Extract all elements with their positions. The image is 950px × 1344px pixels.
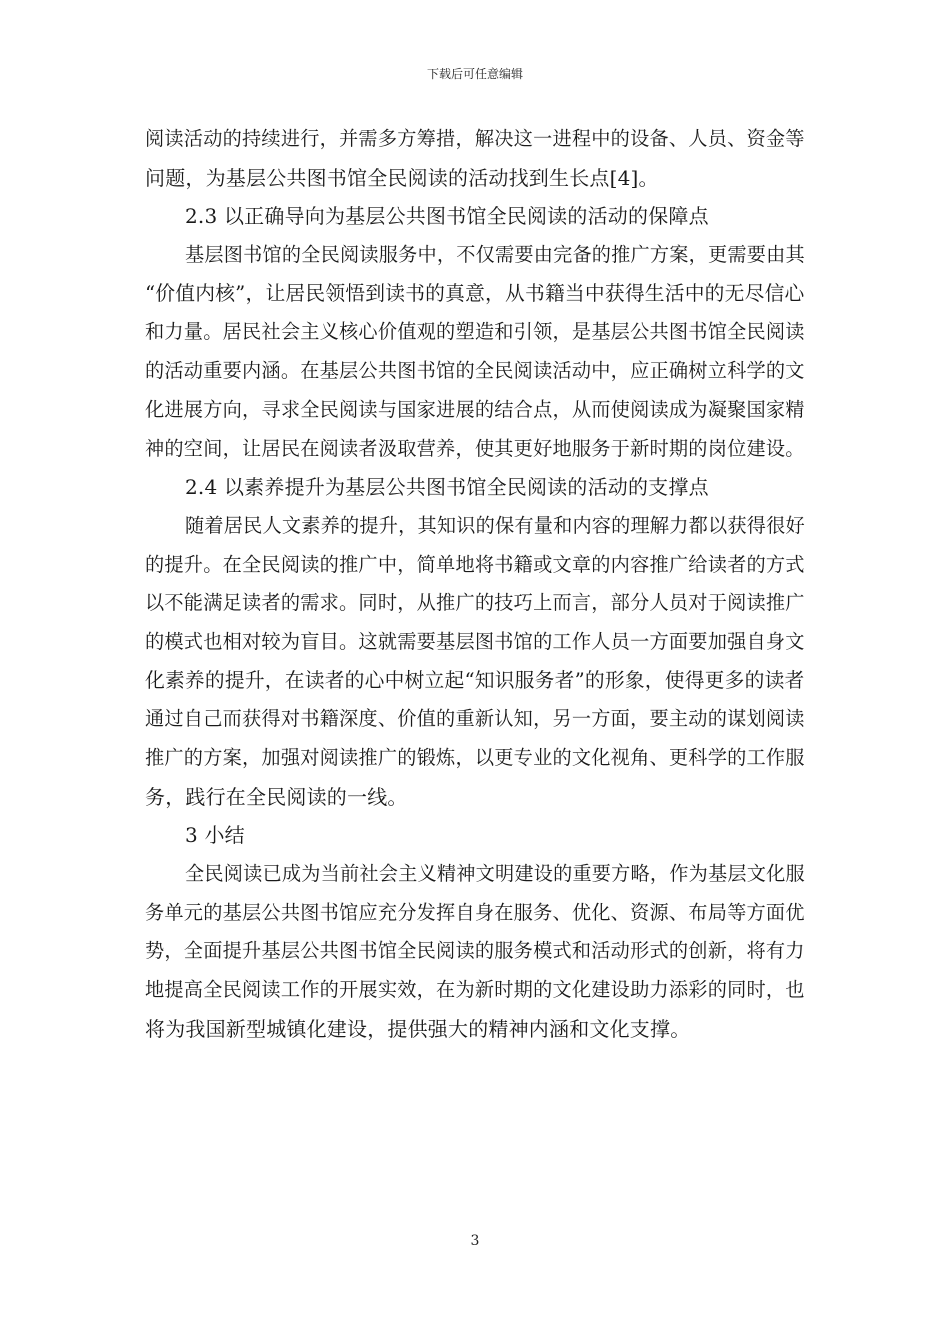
paragraph-line: 地提高全民阅读工作的开展实效，在为新时期的文化建设助力添彩的同时，也 <box>145 978 805 1002</box>
page-header: 下载后可任意编辑 <box>426 67 523 81</box>
paragraph-line: “价值内核”，让居民领悟到读书的真意，从书籍当中获得生活中的无尽信心 <box>145 281 805 305</box>
document-body <box>145 120 805 1049</box>
section-heading-2-4: 2.4 以素养提升为基层公共图书馆全民阅读的活动的支撑点 <box>185 475 709 500</box>
paragraph-line: 势，全面提升基层公共图书馆全民阅读的服务模式和活动形式的创新，将有力 <box>145 939 805 963</box>
paragraph-line: 化素养的提升，在读者的心中树立起“知识服务者”的形象，使得更多的读者 <box>145 668 805 692</box>
paragraph-line: 务，践行在全民阅读的一线。 <box>145 784 408 809</box>
paragraph-line: 随着居民人文素养的提升，其知识的保有量和内容的理解力都以获得很好 <box>185 513 805 537</box>
paragraph-line: 阅读活动的持续进行，并需多方筹措，解决这一进程中的设备、人员、资金等 <box>145 127 805 150</box>
section-heading-2-3: 2.3 以正确导向为基层公共图书馆全民阅读的活动的保障点 <box>185 204 709 229</box>
paragraph-line: 的模式也相对较为盲目。这就需要基层图书馆的工作人员一方面要加强自身文 <box>145 629 805 653</box>
paragraph-line: 全民阅读已成为当前社会主义精神文明建设的重要方略，作为基层文化服 <box>185 862 805 886</box>
paragraph-line: 的提升。在全民阅读的推广中，简单地将书籍或文章的内容推广给读者的方式 <box>145 552 805 576</box>
paragraph-line: 化进展方向，寻求全民阅读与国家进展的结合点，从而使阅读成为凝聚国家精 <box>145 397 805 421</box>
paragraph-line: 的活动重要内涵。在基层公共图书馆的全民阅读活动中，应正确树立科学的文 <box>145 359 805 383</box>
paragraph-line: 神的空间，让居民在阅读者汲取营养，使其更好地服务于新时期的岗位建设。 <box>145 436 805 460</box>
paragraph-line: 通过自己而获得对书籍深度、价值的重新认知，另一方面，要主动的谋划阅读 <box>145 707 805 731</box>
section-heading-3: 3 小结 <box>185 823 245 848</box>
paragraph-line: 务单元的基层公共图书馆应充分发挥自身在服务、优化、资源、布局等方面优 <box>145 900 805 924</box>
page-number: 3 <box>470 1233 480 1249</box>
paragraph-line: 将为我国新型城镇化建设，提供强大的精神内涵和文化支撑。 <box>145 1016 691 1041</box>
paragraph-line: 以不能满足读者的需求。同时，从推广的技巧上而言，部分人员对于阅读推广 <box>145 591 805 615</box>
paragraph-line: 基层图书馆的全民阅读服务中，不仅需要由完备的推广方案，更需要由其 <box>185 243 805 267</box>
paragraph-line: 推广的方案，加强对阅读推广的锻炼，以更专业的文化视角、更科学的工作服 <box>145 746 805 769</box>
paragraph-line: 问题，为基层公共图书馆全民阅读的活动找到生长点[4]。 <box>145 165 659 190</box>
paragraph-line: 和力量。居民社会主义核心价值观的塑造和引领，是基层公共图书馆全民阅读 <box>145 320 805 344</box>
